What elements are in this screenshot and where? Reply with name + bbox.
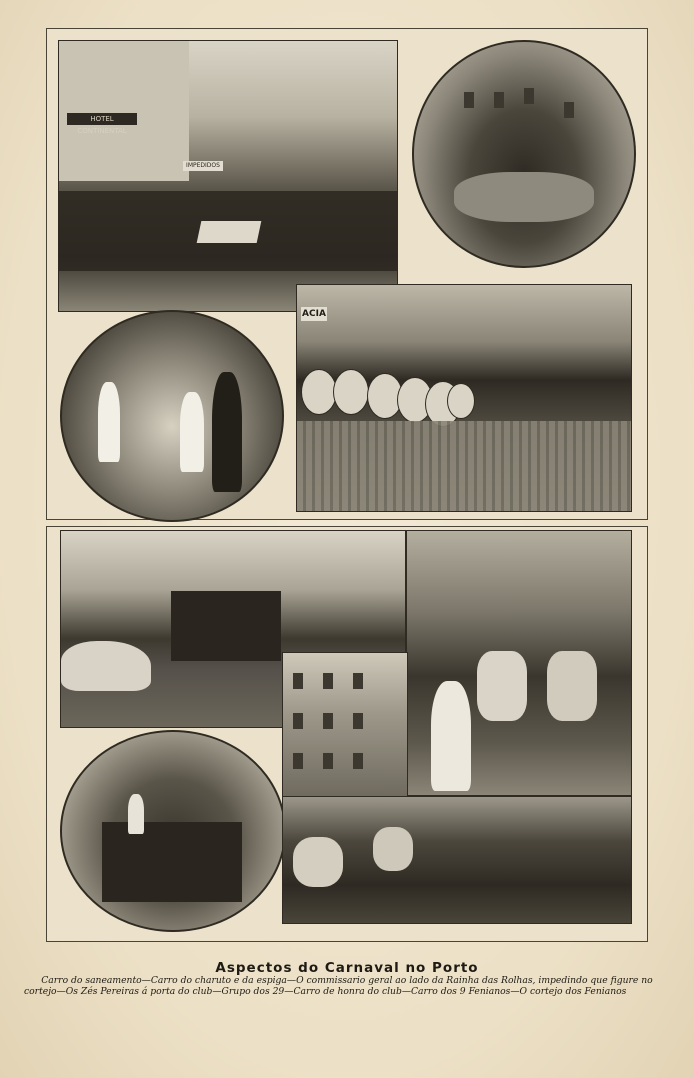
carriage — [171, 591, 281, 661]
float — [454, 172, 594, 222]
hotel-sign: HOTEL CONTINENTAL — [67, 113, 137, 125]
photo-street-building — [282, 652, 408, 804]
float — [102, 822, 242, 902]
cobbled-street — [297, 421, 631, 511]
photo-carro-9-fenianos — [60, 730, 286, 932]
figure-white — [98, 382, 120, 462]
photo-carro-charuto-espiga — [412, 40, 636, 268]
photo-zes-pereiras — [296, 284, 632, 512]
photo-cortejo-fenianos — [282, 796, 632, 924]
shop-sign: ACIA — [302, 309, 326, 319]
horse — [477, 651, 527, 721]
figure-commissioner — [212, 372, 242, 492]
cart — [197, 221, 262, 243]
horse — [373, 827, 413, 871]
caption-line-2: cortejo—Os Zés Pereiras á porta do club—Grupo dos 29—Carro de honra do club—Carro dos 9 Fenianos—O cortejo dos Fenianos — [24, 986, 627, 997]
caption-title: Aspectos do Carnaval no Porto — [215, 960, 479, 976]
horse — [293, 837, 343, 887]
horse — [61, 641, 151, 691]
figure — [128, 794, 144, 834]
figure-white — [180, 392, 204, 472]
horse — [547, 651, 597, 721]
building-facade — [59, 41, 189, 181]
cart-sign: IMPEDIDOS — [183, 161, 223, 171]
photo-carro-saneamento — [58, 40, 398, 312]
photo-rainha-das-rolhas — [60, 310, 284, 522]
figure-white-robe — [431, 681, 471, 791]
caption-line-1: Carro do saneamento—Carro do charuto e da espiga—O commissario geral ao lado da Rainha das Rolhas, impedindo que figure no — [41, 975, 653, 986]
photo-carro-de-honra — [406, 530, 632, 796]
